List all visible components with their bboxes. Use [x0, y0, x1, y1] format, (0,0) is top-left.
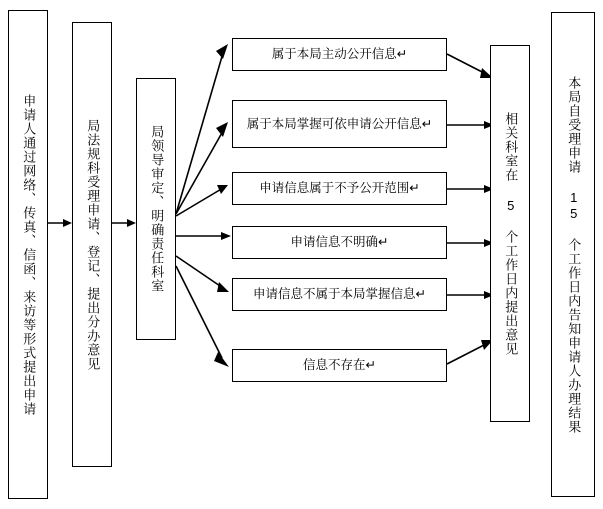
arrow-review-to-branch-3	[176, 180, 232, 222]
node-review: 局领导审定、明确责任科室	[136, 78, 176, 340]
branch-box-3: 申请信息属于不予公开范围↵	[232, 172, 447, 205]
arrow-review-to-branch-4	[176, 229, 232, 243]
node-apply: 申请人通过网络、传真、信函、来访等形式提出申请	[8, 10, 48, 499]
arrow-branch-3-to-opinion	[447, 182, 495, 196]
arrow-branch-2-to-opinion	[447, 118, 495, 132]
arrow-review-to-branch-6	[176, 262, 232, 372]
arrow-accept-to-review	[112, 216, 136, 230]
branch-box-5: 申请信息不属于本局掌握信息↵	[232, 278, 447, 311]
node-result: 本局自受理申请 15 个工作日内告知申请人办理结果	[551, 12, 595, 497]
branch-box-1: 属于本局主动公开信息↵	[232, 38, 447, 71]
arrow-branch-6-to-opinion	[447, 336, 495, 368]
arrow-branch-4-to-opinion	[447, 236, 495, 250]
node-opinion: 相关科室在 5 个工作日内提出意见	[490, 45, 530, 422]
arrow-branch-1-to-opinion	[447, 50, 495, 82]
branch-box-2: 属于本局掌握可依申请公开信息↵	[232, 100, 447, 148]
branch-box-6: 信息不存在↵	[232, 349, 447, 382]
arrow-branch-5-to-opinion	[447, 288, 495, 302]
node-accept: 局法规科受理申请、登记、提出分办意见	[72, 22, 112, 467]
arrow-apply-to-accept	[48, 216, 72, 230]
branch-box-4: 申请信息不明确↵	[232, 226, 447, 259]
